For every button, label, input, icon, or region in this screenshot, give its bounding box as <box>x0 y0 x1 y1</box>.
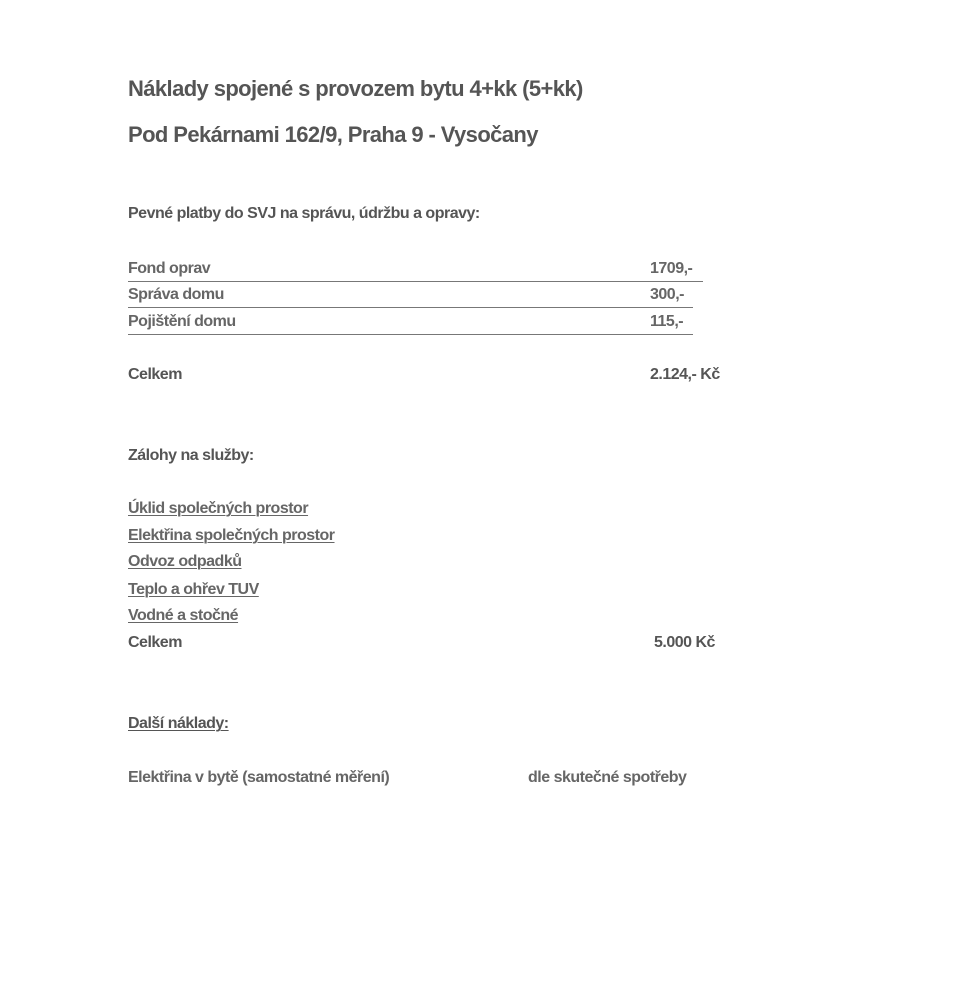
fixed-payment-label: Pojištění domu <box>128 313 236 330</box>
fixed-payment-amount: 1709,- <box>650 260 693 277</box>
document-subtitle-address: Pod Pekárnami 162/9, Praha 9 - Vysočany <box>128 122 538 147</box>
services-heading: Zálohy na služby: <box>128 447 254 464</box>
fixed-total-label: Celkem <box>128 366 182 383</box>
fixed-payment-row <box>128 259 703 282</box>
other-cost-value: dle skutečné spotřeby <box>528 769 687 786</box>
service-item: Odvoz odpadků <box>128 553 242 570</box>
fixed-payment-amount: 115,- <box>650 313 684 330</box>
services-total-label: Celkem <box>128 634 182 651</box>
fixed-payments-heading: Pevné platby do SVJ na správu, údržbu a opravy: <box>128 205 480 222</box>
fixed-payment-row <box>128 312 693 335</box>
fixed-payment-label: Správa domu <box>128 286 224 303</box>
fixed-payment-label: Fond oprav <box>128 260 211 277</box>
fixed-payment-amount: 300,- <box>650 286 684 303</box>
fixed-payment-row <box>128 285 693 308</box>
document-title: Náklady spojené s provozem bytu 4+kk (5+kk) <box>128 76 583 101</box>
service-item: Teplo a ohřev TUV <box>128 581 259 598</box>
service-item: Vodné a stočné <box>128 607 239 624</box>
fixed-total-value: 2.124,- Kč <box>650 366 720 383</box>
other-cost-label: Elektřina v bytě (samostatné měření) <box>128 769 390 786</box>
service-item: Úklid společných prostor <box>128 500 309 517</box>
other-costs-heading: Další náklady: <box>128 715 229 732</box>
service-item: Elektřina společných prostor <box>128 527 335 544</box>
services-total-value: 5.000 Kč <box>654 634 715 651</box>
